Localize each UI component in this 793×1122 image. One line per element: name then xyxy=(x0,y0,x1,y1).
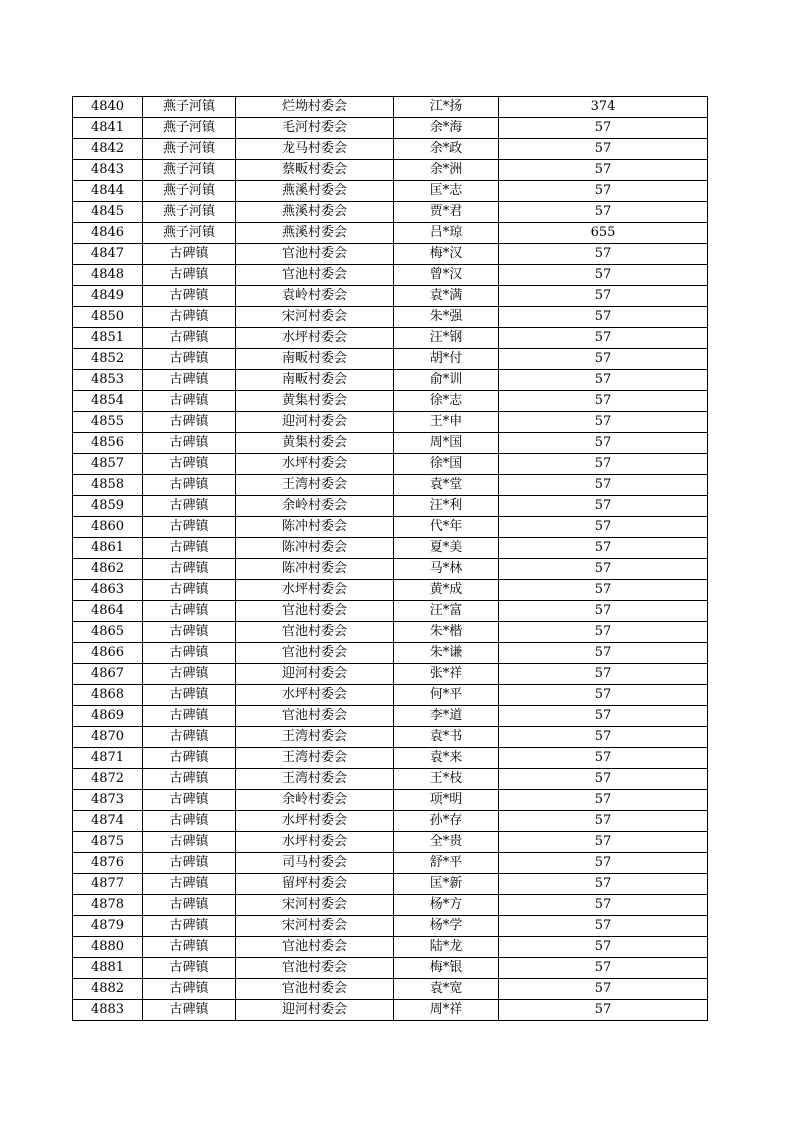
table-row xyxy=(73,349,708,370)
person-name-cell: 杨*学 xyxy=(394,916,499,937)
person-name-cell: 吕*琼 xyxy=(394,223,499,244)
amount-cell: 57 xyxy=(499,1000,708,1021)
table-row xyxy=(73,538,708,559)
village-committee-cell: 宋河村委会 xyxy=(236,307,394,328)
table-row xyxy=(73,664,708,685)
data-table xyxy=(72,96,708,1021)
village-committee-cell: 蔡畈村委会 xyxy=(236,160,394,181)
town-cell: 古碑镇 xyxy=(143,811,236,832)
table-row xyxy=(73,328,708,349)
amount-cell: 57 xyxy=(499,412,708,433)
row-number-cell: 4873 xyxy=(73,790,143,811)
village-committee-cell: 官池村委会 xyxy=(236,979,394,1000)
table-row xyxy=(73,160,708,181)
amount-cell: 57 xyxy=(499,874,708,895)
table-row xyxy=(73,601,708,622)
row-number-cell: 4841 xyxy=(73,118,143,139)
person-name-cell: 朱*强 xyxy=(394,307,499,328)
row-number-cell: 4853 xyxy=(73,370,143,391)
row-number-cell: 4845 xyxy=(73,202,143,223)
town-cell: 燕子河镇 xyxy=(143,97,236,118)
amount-cell: 57 xyxy=(499,160,708,181)
town-cell: 古碑镇 xyxy=(143,790,236,811)
village-committee-cell: 迎河村委会 xyxy=(236,664,394,685)
row-number-cell: 4868 xyxy=(73,685,143,706)
village-committee-cell: 南畈村委会 xyxy=(236,349,394,370)
amount-cell: 57 xyxy=(499,979,708,1000)
person-name-cell: 朱*谦 xyxy=(394,643,499,664)
village-committee-cell: 袁岭村委会 xyxy=(236,286,394,307)
person-name-cell: 袁*堂 xyxy=(394,475,499,496)
table-row xyxy=(73,223,708,244)
row-number-cell: 4850 xyxy=(73,307,143,328)
person-name-cell: 周*祥 xyxy=(394,1000,499,1021)
row-number-cell: 4862 xyxy=(73,559,143,580)
row-number-cell: 4874 xyxy=(73,811,143,832)
table-row xyxy=(73,181,708,202)
row-number-cell: 4855 xyxy=(73,412,143,433)
row-number-cell: 4866 xyxy=(73,643,143,664)
table-row xyxy=(73,517,708,538)
table-row xyxy=(73,265,708,286)
village-committee-cell: 余岭村委会 xyxy=(236,790,394,811)
person-name-cell: 全*贵 xyxy=(394,832,499,853)
amount-cell: 57 xyxy=(499,559,708,580)
village-committee-cell: 官池村委会 xyxy=(236,706,394,727)
person-name-cell: 余*洲 xyxy=(394,160,499,181)
row-number-cell: 4860 xyxy=(73,517,143,538)
village-committee-cell: 官池村委会 xyxy=(236,265,394,286)
person-name-cell: 舒*平 xyxy=(394,853,499,874)
person-name-cell: 张*祥 xyxy=(394,664,499,685)
person-name-cell: 王*枝 xyxy=(394,769,499,790)
table-body xyxy=(73,97,708,1021)
person-name-cell: 黄*成 xyxy=(394,580,499,601)
row-number-cell: 4861 xyxy=(73,538,143,559)
table-row xyxy=(73,475,708,496)
row-number-cell: 4840 xyxy=(73,97,143,118)
village-committee-cell: 司马村委会 xyxy=(236,853,394,874)
town-cell: 古碑镇 xyxy=(143,349,236,370)
village-committee-cell: 宋河村委会 xyxy=(236,916,394,937)
town-cell: 燕子河镇 xyxy=(143,223,236,244)
village-committee-cell: 水坪村委会 xyxy=(236,454,394,475)
town-cell: 古碑镇 xyxy=(143,286,236,307)
amount-cell: 57 xyxy=(499,664,708,685)
town-cell: 古碑镇 xyxy=(143,559,236,580)
row-number-cell: 4871 xyxy=(73,748,143,769)
village-committee-cell: 毛河村委会 xyxy=(236,118,394,139)
row-number-cell: 4880 xyxy=(73,937,143,958)
town-cell: 古碑镇 xyxy=(143,958,236,979)
table-row xyxy=(73,97,708,118)
town-cell: 古碑镇 xyxy=(143,538,236,559)
village-committee-cell: 燕溪村委会 xyxy=(236,181,394,202)
table-row xyxy=(73,853,708,874)
row-number-cell: 4863 xyxy=(73,580,143,601)
village-committee-cell: 陈冲村委会 xyxy=(236,517,394,538)
person-name-cell: 夏*美 xyxy=(394,538,499,559)
person-name-cell: 梅*银 xyxy=(394,958,499,979)
village-committee-cell: 官池村委会 xyxy=(236,601,394,622)
town-cell: 燕子河镇 xyxy=(143,160,236,181)
table-row xyxy=(73,370,708,391)
table-row xyxy=(73,958,708,979)
town-cell: 古碑镇 xyxy=(143,265,236,286)
town-cell: 古碑镇 xyxy=(143,475,236,496)
village-committee-cell: 燕溪村委会 xyxy=(236,223,394,244)
town-cell: 古碑镇 xyxy=(143,643,236,664)
village-committee-cell: 烂坳村委会 xyxy=(236,97,394,118)
row-number-cell: 4878 xyxy=(73,895,143,916)
person-name-cell: 徐*国 xyxy=(394,454,499,475)
table-row xyxy=(73,769,708,790)
amount-cell: 57 xyxy=(499,832,708,853)
table-row xyxy=(73,580,708,601)
table-row xyxy=(73,118,708,139)
amount-cell: 57 xyxy=(499,454,708,475)
table-row xyxy=(73,391,708,412)
amount-cell: 57 xyxy=(499,811,708,832)
village-committee-cell: 陈冲村委会 xyxy=(236,538,394,559)
person-name-cell: 梅*汉 xyxy=(394,244,499,265)
person-name-cell: 袁*宽 xyxy=(394,979,499,1000)
person-name-cell: 王*申 xyxy=(394,412,499,433)
row-number-cell: 4883 xyxy=(73,1000,143,1021)
person-name-cell: 曾*汉 xyxy=(394,265,499,286)
table-row xyxy=(73,706,708,727)
town-cell: 古碑镇 xyxy=(143,748,236,769)
row-number-cell: 4854 xyxy=(73,391,143,412)
amount-cell: 57 xyxy=(499,916,708,937)
row-number-cell: 4858 xyxy=(73,475,143,496)
person-name-cell: 袁*满 xyxy=(394,286,499,307)
person-name-cell: 李*道 xyxy=(394,706,499,727)
table-row xyxy=(73,643,708,664)
village-committee-cell: 南畈村委会 xyxy=(236,370,394,391)
person-name-cell: 项*明 xyxy=(394,790,499,811)
table-row xyxy=(73,811,708,832)
amount-cell: 57 xyxy=(499,727,708,748)
village-committee-cell: 燕溪村委会 xyxy=(236,202,394,223)
amount-cell: 655 xyxy=(499,223,708,244)
person-name-cell: 汪*钢 xyxy=(394,328,499,349)
village-committee-cell: 黄集村委会 xyxy=(236,433,394,454)
row-number-cell: 4876 xyxy=(73,853,143,874)
village-committee-cell: 官池村委会 xyxy=(236,244,394,265)
table-row xyxy=(73,244,708,265)
village-committee-cell: 王湾村委会 xyxy=(236,727,394,748)
table-row xyxy=(73,454,708,475)
village-committee-cell: 留坪村委会 xyxy=(236,874,394,895)
amount-cell: 57 xyxy=(499,496,708,517)
village-committee-cell: 龙马村委会 xyxy=(236,139,394,160)
amount-cell: 57 xyxy=(499,622,708,643)
village-committee-cell: 水坪村委会 xyxy=(236,580,394,601)
town-cell: 古碑镇 xyxy=(143,454,236,475)
amount-cell: 57 xyxy=(499,706,708,727)
person-name-cell: 匡*志 xyxy=(394,181,499,202)
person-name-cell: 胡*付 xyxy=(394,349,499,370)
town-cell: 古碑镇 xyxy=(143,244,236,265)
amount-cell: 57 xyxy=(499,517,708,538)
table-row xyxy=(73,832,708,853)
town-cell: 燕子河镇 xyxy=(143,202,236,223)
town-cell: 燕子河镇 xyxy=(143,139,236,160)
village-committee-cell: 王湾村委会 xyxy=(236,748,394,769)
amount-cell: 57 xyxy=(499,601,708,622)
row-number-cell: 4859 xyxy=(73,496,143,517)
person-name-cell: 代*年 xyxy=(394,517,499,538)
town-cell: 古碑镇 xyxy=(143,496,236,517)
table-row xyxy=(73,496,708,517)
village-committee-cell: 黄集村委会 xyxy=(236,391,394,412)
amount-cell: 57 xyxy=(499,265,708,286)
village-committee-cell: 迎河村委会 xyxy=(236,1000,394,1021)
amount-cell: 57 xyxy=(499,685,708,706)
village-committee-cell: 迎河村委会 xyxy=(236,412,394,433)
person-name-cell: 江*扬 xyxy=(394,97,499,118)
amount-cell: 57 xyxy=(499,475,708,496)
amount-cell: 57 xyxy=(499,391,708,412)
row-number-cell: 4857 xyxy=(73,454,143,475)
amount-cell: 57 xyxy=(499,748,708,769)
person-name-cell: 徐*志 xyxy=(394,391,499,412)
town-cell: 燕子河镇 xyxy=(143,181,236,202)
row-number-cell: 4848 xyxy=(73,265,143,286)
town-cell: 古碑镇 xyxy=(143,412,236,433)
town-cell: 古碑镇 xyxy=(143,769,236,790)
town-cell: 古碑镇 xyxy=(143,517,236,538)
row-number-cell: 4843 xyxy=(73,160,143,181)
row-number-cell: 4879 xyxy=(73,916,143,937)
person-name-cell: 何*平 xyxy=(394,685,499,706)
table-row xyxy=(73,937,708,958)
row-number-cell: 4864 xyxy=(73,601,143,622)
town-cell: 古碑镇 xyxy=(143,664,236,685)
table-row xyxy=(73,916,708,937)
village-committee-cell: 官池村委会 xyxy=(236,937,394,958)
amount-cell: 57 xyxy=(499,349,708,370)
town-cell: 燕子河镇 xyxy=(143,118,236,139)
amount-cell: 57 xyxy=(499,853,708,874)
town-cell: 古碑镇 xyxy=(143,727,236,748)
amount-cell: 57 xyxy=(499,370,708,391)
town-cell: 古碑镇 xyxy=(143,328,236,349)
village-committee-cell: 宋河村委会 xyxy=(236,895,394,916)
amount-cell: 57 xyxy=(499,895,708,916)
row-number-cell: 4870 xyxy=(73,727,143,748)
table-row xyxy=(73,622,708,643)
amount-cell: 57 xyxy=(499,328,708,349)
town-cell: 古碑镇 xyxy=(143,580,236,601)
village-committee-cell: 陈冲村委会 xyxy=(236,559,394,580)
village-committee-cell: 余岭村委会 xyxy=(236,496,394,517)
table-row xyxy=(73,202,708,223)
person-name-cell: 汪*富 xyxy=(394,601,499,622)
row-number-cell: 4872 xyxy=(73,769,143,790)
amount-cell: 57 xyxy=(499,769,708,790)
row-number-cell: 4856 xyxy=(73,433,143,454)
table-row xyxy=(73,790,708,811)
amount-cell: 57 xyxy=(499,181,708,202)
village-committee-cell: 水坪村委会 xyxy=(236,811,394,832)
row-number-cell: 4881 xyxy=(73,958,143,979)
town-cell: 古碑镇 xyxy=(143,916,236,937)
village-committee-cell: 王湾村委会 xyxy=(236,475,394,496)
person-name-cell: 匡*新 xyxy=(394,874,499,895)
amount-cell: 57 xyxy=(499,958,708,979)
table-row xyxy=(73,685,708,706)
village-committee-cell: 水坪村委会 xyxy=(236,685,394,706)
amount-cell: 57 xyxy=(499,307,708,328)
town-cell: 古碑镇 xyxy=(143,622,236,643)
town-cell: 古碑镇 xyxy=(143,979,236,1000)
person-name-cell: 贾*君 xyxy=(394,202,499,223)
village-committee-cell: 官池村委会 xyxy=(236,958,394,979)
person-name-cell: 俞*训 xyxy=(394,370,499,391)
row-number-cell: 4851 xyxy=(73,328,143,349)
town-cell: 古碑镇 xyxy=(143,433,236,454)
row-number-cell: 4882 xyxy=(73,979,143,1000)
table-row xyxy=(73,979,708,1000)
table-row xyxy=(73,286,708,307)
table-row xyxy=(73,1000,708,1021)
row-number-cell: 4844 xyxy=(73,181,143,202)
person-name-cell: 杨*方 xyxy=(394,895,499,916)
town-cell: 古碑镇 xyxy=(143,370,236,391)
amount-cell: 57 xyxy=(499,244,708,265)
person-name-cell: 余*政 xyxy=(394,139,499,160)
row-number-cell: 4847 xyxy=(73,244,143,265)
amount-cell: 57 xyxy=(499,538,708,559)
village-committee-cell: 水坪村委会 xyxy=(236,328,394,349)
row-number-cell: 4842 xyxy=(73,139,143,160)
row-number-cell: 4849 xyxy=(73,286,143,307)
table-row xyxy=(73,748,708,769)
table-row xyxy=(73,433,708,454)
row-number-cell: 4877 xyxy=(73,874,143,895)
town-cell: 古碑镇 xyxy=(143,685,236,706)
row-number-cell: 4865 xyxy=(73,622,143,643)
table-row xyxy=(73,895,708,916)
person-name-cell: 袁*书 xyxy=(394,727,499,748)
amount-cell: 57 xyxy=(499,937,708,958)
town-cell: 古碑镇 xyxy=(143,895,236,916)
person-name-cell: 陆*龙 xyxy=(394,937,499,958)
village-committee-cell: 王湾村委会 xyxy=(236,769,394,790)
town-cell: 古碑镇 xyxy=(143,706,236,727)
row-number-cell: 4869 xyxy=(73,706,143,727)
table-row xyxy=(73,307,708,328)
amount-cell: 57 xyxy=(499,790,708,811)
amount-cell: 57 xyxy=(499,202,708,223)
amount-cell: 57 xyxy=(499,580,708,601)
village-committee-cell: 水坪村委会 xyxy=(236,832,394,853)
amount-cell: 57 xyxy=(499,643,708,664)
town-cell: 古碑镇 xyxy=(143,832,236,853)
amount-cell: 57 xyxy=(499,118,708,139)
village-committee-cell: 官池村委会 xyxy=(236,622,394,643)
table-row xyxy=(73,412,708,433)
amount-cell: 57 xyxy=(499,139,708,160)
row-number-cell: 4867 xyxy=(73,664,143,685)
row-number-cell: 4846 xyxy=(73,223,143,244)
table-row xyxy=(73,139,708,160)
table-row xyxy=(73,559,708,580)
person-name-cell: 马*林 xyxy=(394,559,499,580)
person-name-cell: 余*海 xyxy=(394,118,499,139)
town-cell: 古碑镇 xyxy=(143,874,236,895)
person-name-cell: 汪*利 xyxy=(394,496,499,517)
row-number-cell: 4852 xyxy=(73,349,143,370)
town-cell: 古碑镇 xyxy=(143,601,236,622)
table-row xyxy=(73,874,708,895)
row-number-cell: 4875 xyxy=(73,832,143,853)
table-row xyxy=(73,727,708,748)
amount-cell: 57 xyxy=(499,433,708,454)
town-cell: 古碑镇 xyxy=(143,1000,236,1021)
village-committee-cell: 官池村委会 xyxy=(236,643,394,664)
person-name-cell: 孙*存 xyxy=(394,811,499,832)
person-name-cell: 袁*来 xyxy=(394,748,499,769)
amount-cell: 374 xyxy=(499,97,708,118)
town-cell: 古碑镇 xyxy=(143,307,236,328)
town-cell: 古碑镇 xyxy=(143,853,236,874)
person-name-cell: 朱*楷 xyxy=(394,622,499,643)
person-name-cell: 周*国 xyxy=(394,433,499,454)
amount-cell: 57 xyxy=(499,286,708,307)
town-cell: 古碑镇 xyxy=(143,937,236,958)
town-cell: 古碑镇 xyxy=(143,391,236,412)
